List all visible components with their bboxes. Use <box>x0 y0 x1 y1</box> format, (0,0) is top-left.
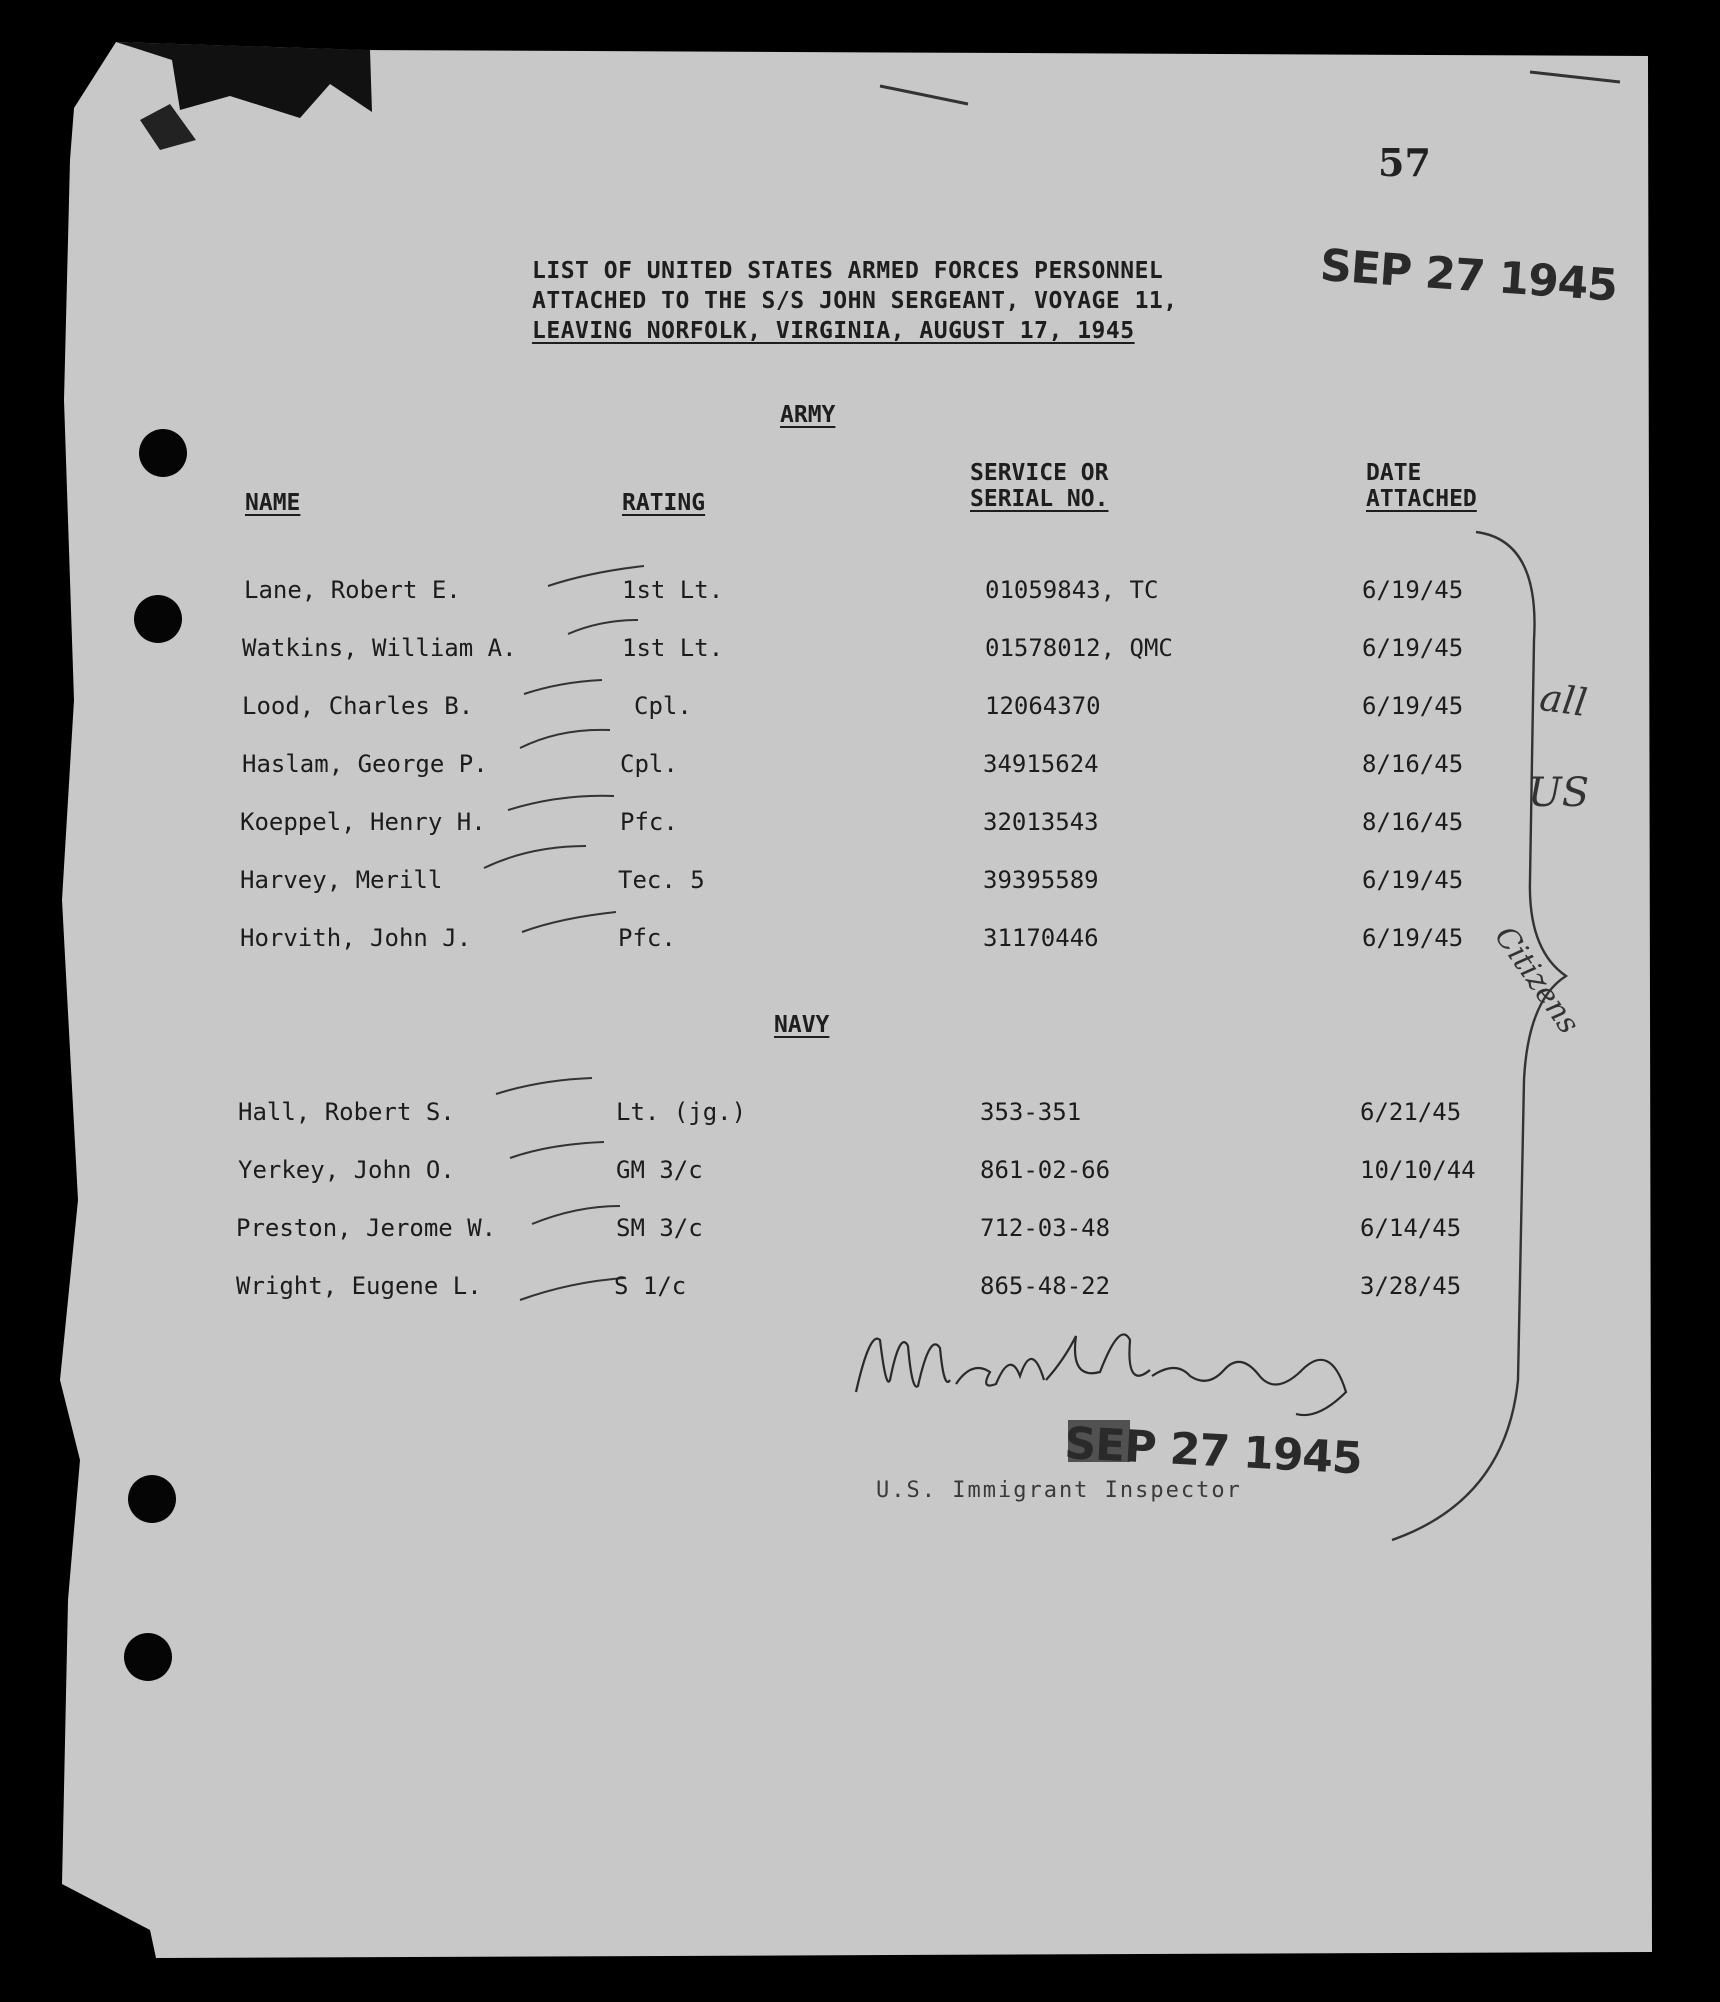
row-rating: Cpl. <box>620 750 678 778</box>
row-name: Harvey, Merill <box>240 866 443 894</box>
row-rating: Cpl. <box>634 692 692 720</box>
document-title-line-2: ATTACHED TO THE S/S JOHN SERGEANT, VOYAGE 11, <box>532 288 1178 314</box>
row-serial: 01059843, TC <box>985 576 1159 604</box>
column-header-date <box>1366 460 1477 512</box>
table-row <box>0 1272 1720 1306</box>
row-serial: 861-02-66 <box>980 1156 1111 1184</box>
date-stamp-bottom: SEP 27 1945 <box>1063 1418 1363 1485</box>
table-row <box>0 1098 1720 1132</box>
row-serial: 39395589 <box>983 866 1099 894</box>
handwritten-note-line-2: US <box>1528 770 1590 816</box>
row-date: 3/28/45 <box>1360 1272 1462 1300</box>
table-row <box>0 866 1720 900</box>
row-date: 6/19/45 <box>1362 692 1464 720</box>
row-serial: 34915624 <box>983 750 1099 778</box>
column-header-name-label: NAME <box>245 490 301 516</box>
row-date: 6/21/45 <box>1360 1098 1462 1126</box>
row-serial: 01578012, QMC <box>985 634 1173 662</box>
army-heading: ARMY <box>780 402 836 428</box>
table-row <box>0 1214 1720 1248</box>
column-header-serial-line1: SERVICE OR <box>970 460 1109 486</box>
row-name: Lood, Charles B. <box>242 692 474 720</box>
row-rating: S 1/c <box>614 1272 687 1300</box>
row-date: 6/19/45 <box>1362 866 1464 894</box>
row-rating: GM 3/c <box>616 1156 703 1184</box>
row-rating: 1st Lt. <box>622 576 724 604</box>
row-name: Lane, Robert E. <box>244 576 461 604</box>
row-name: Haslam, George P. <box>242 750 488 778</box>
column-header-date-line1: DATE <box>1366 460 1422 486</box>
row-date: 8/16/45 <box>1362 750 1464 778</box>
column-header-serial-line2: SERIAL NO. <box>970 486 1109 512</box>
handwritten-note-line-3: Citizens <box>1487 920 1587 1041</box>
row-serial: 865-48-22 <box>980 1272 1111 1300</box>
row-serial: 12064370 <box>985 692 1101 720</box>
punch-hole <box>139 429 187 477</box>
table-row <box>0 1156 1720 1190</box>
row-rating: SM 3/c <box>616 1214 703 1242</box>
document-title-line-3: LEAVING NORFOLK, VIRGINIA, AUGUST 17, 1945 <box>532 318 1135 344</box>
column-header-date-line2: ATTACHED <box>1366 486 1477 512</box>
punch-hole <box>124 1633 172 1681</box>
table-row <box>0 576 1720 610</box>
table-row <box>0 692 1720 726</box>
table-row <box>0 924 1720 958</box>
column-header-serial <box>970 460 1108 512</box>
column-header-rating-label: RATING <box>622 490 706 516</box>
row-date: 6/19/45 <box>1362 634 1464 662</box>
row-serial: 31170446 <box>983 924 1099 952</box>
row-date: 10/10/44 <box>1360 1156 1476 1184</box>
row-date: 8/16/45 <box>1362 808 1464 836</box>
table-row <box>0 634 1720 668</box>
row-serial: 712-03-48 <box>980 1214 1111 1242</box>
row-name: Yerkey, John O. <box>238 1156 455 1184</box>
row-rating: 1st Lt. <box>622 634 724 662</box>
row-date: 6/19/45 <box>1362 924 1464 952</box>
table-row <box>0 808 1720 842</box>
row-rating: Tec. 5 <box>618 866 705 894</box>
row-name: Preston, Jerome W. <box>236 1214 497 1242</box>
row-serial: 32013543 <box>983 808 1099 836</box>
handwritten-note-line-1: all <box>1537 674 1590 726</box>
row-name: Koeppel, Henry H. <box>240 808 486 836</box>
row-name: Hall, Robert S. <box>238 1098 455 1126</box>
row-rating: Pfc. <box>618 924 676 952</box>
row-name: Watkins, William A. <box>242 634 517 662</box>
column-header-name <box>245 490 300 516</box>
row-name: Wright, Eugene L. <box>236 1272 482 1300</box>
table-row <box>0 750 1720 784</box>
column-header-rating <box>622 490 705 516</box>
row-rating: Lt. (jg.) <box>616 1098 747 1126</box>
row-name: Horvith, John J. <box>240 924 472 952</box>
row-rating: Pfc. <box>620 808 678 836</box>
punch-hole <box>128 1475 176 1523</box>
page-number: 57 <box>1378 140 1431 185</box>
row-date: 6/19/45 <box>1362 576 1464 604</box>
signature-title: U.S. Immigrant Inspector <box>876 1478 1242 1503</box>
row-serial: 353-351 <box>980 1098 1082 1126</box>
date-stamp-top: SEP 27 1945 <box>1318 240 1619 312</box>
row-date: 6/14/45 <box>1360 1214 1462 1242</box>
document-title-line-1: LIST OF UNITED STATES ARMED FORCES PERSONNEL <box>532 258 1164 284</box>
navy-heading: NAVY <box>774 1012 830 1038</box>
